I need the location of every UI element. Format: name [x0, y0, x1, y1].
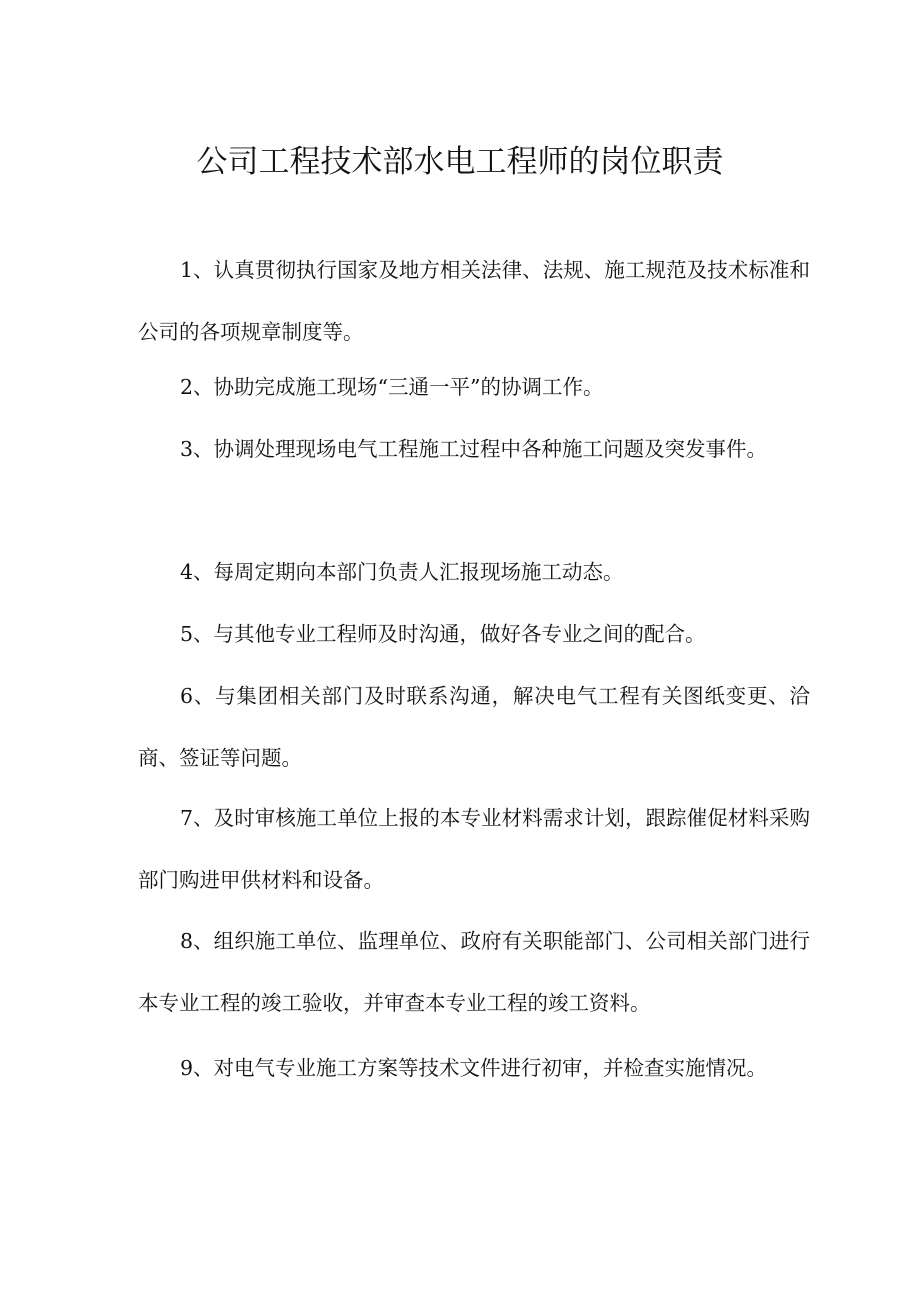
- duty-item-7: 7、及时审核施工单位上报的本专业材料需求计划，跟踪催促材料采购部门购进甲供材料和设备。: [138, 806, 810, 892]
- duty-item-3: 3、协调处理现场电气工程施工过程中各种施工问题及突发事件。: [180, 437, 768, 461]
- duty-item-2: 2、协助完成施工现场“三通一平”的协调工作。: [180, 375, 604, 399]
- duty-item-8: 8、组织施工单位、监理单位、政府有关职能部门、公司相关部门进行本专业工程的竣工验收，并审查本专业工程的竣工资料。: [138, 929, 810, 1015]
- duty-item-9: 9、对电气专业施工方案等技术文件进行初审，并检查实施情况。: [180, 1056, 768, 1080]
- duty-item-5: 5、与其他专业工程师及时沟通，做好各专业之间的配合。: [180, 622, 706, 646]
- document-title: 公司工程技术部水电工程师的岗位职责: [196, 144, 724, 180]
- duty-item-4: 4、每周定期向本部门负责人汇报现场施工动态。: [180, 560, 624, 584]
- duty-item-1: 1、认真贯彻执行国家及地方相关法律、法规、施工规范及技术标准和公司的各项规章制度等。: [138, 258, 810, 344]
- duty-item-6: 6、与集团相关部门及时联系沟通，解决电气工程有关图纸变更、洽商、签证等问题。: [138, 684, 810, 770]
